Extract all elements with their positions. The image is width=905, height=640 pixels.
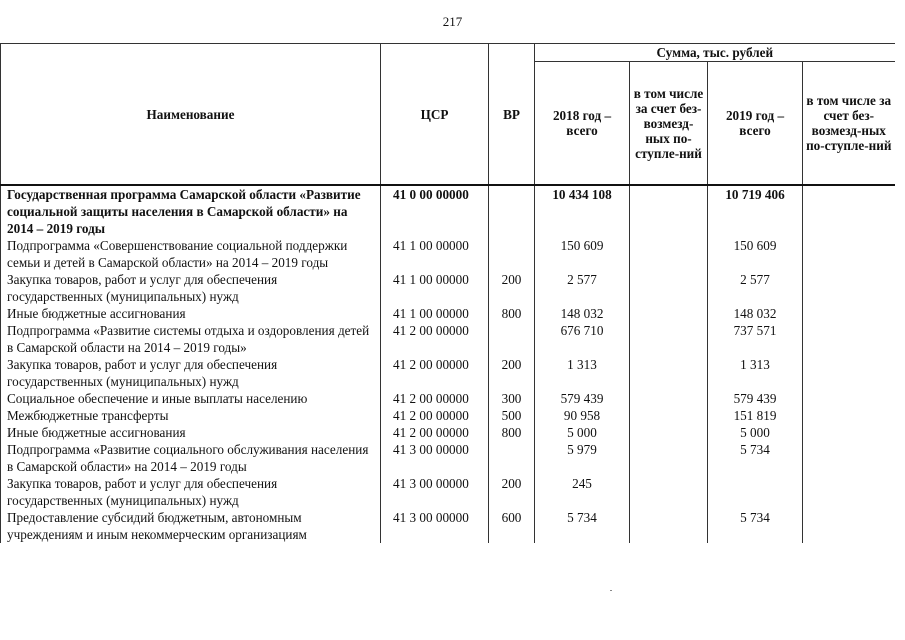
table-row (1, 305, 895, 322)
cell-2018-total: 148 032 (535, 305, 630, 322)
header-2019-total: 2019 год – всего (708, 62, 803, 186)
page-number: 217 (442, 14, 463, 29)
cell-2018-grants (630, 390, 708, 407)
cell-2019-grants (803, 185, 895, 237)
cell-2018-total: 2 577 (535, 271, 630, 305)
cell-2018-total: 10 434 108 (535, 185, 630, 237)
header-sum-group: Сумма, тыс. рублей (535, 44, 895, 62)
cell-vr (489, 237, 535, 271)
cell-2018-grants (630, 356, 708, 390)
table-row (1, 509, 895, 543)
cell-vr: 600 (489, 509, 535, 543)
cell-2019-grants (803, 305, 895, 322)
cell-csr: 41 2 00 00000 (381, 424, 489, 441)
table-row (1, 237, 895, 271)
cell-csr: 41 3 00 00000 (381, 441, 489, 475)
header-vr: ВР (489, 44, 535, 186)
cell-vr (489, 185, 535, 237)
budget-table (0, 43, 895, 543)
cell-vr: 200 (489, 475, 535, 509)
cell-2019-total: 5 000 (708, 424, 803, 441)
cell-vr: 800 (489, 424, 535, 441)
table-row (1, 356, 895, 390)
cell-2019-total: 1 313 (708, 356, 803, 390)
cell-2019-grants (803, 424, 895, 441)
cell-2018-total: 90 958 (535, 407, 630, 424)
cell-vr: 300 (489, 390, 535, 407)
cell-2018-total: 1 313 (535, 356, 630, 390)
table-row (1, 390, 895, 407)
cell-2018-total: 5 979 (535, 441, 630, 475)
header-2018-total: 2018 год – всего (535, 62, 630, 186)
table-row (1, 185, 895, 237)
cell-name: Социальное обеспечение и иные выплаты населению (1, 390, 381, 407)
cell-vr: 200 (489, 271, 535, 305)
header-2019-grants: в том числе за счет без-возмезд-ных по-ступле-ний (803, 62, 895, 186)
cell-2019-total: 2 577 (708, 271, 803, 305)
cell-2019-total: 10 719 406 (708, 185, 803, 237)
cell-2019-grants (803, 407, 895, 424)
cell-csr: 41 3 00 00000 (381, 509, 489, 543)
header-2018-grants: в том числе за счет без-возмезд-ных по-ступле-ний (630, 62, 708, 186)
cell-vr: 500 (489, 407, 535, 424)
cell-2019-grants (803, 441, 895, 475)
cell-name: Подпрограмма «Совершенствование социальной поддержки семьи и детей в Самарской области» на 2014 – 2019 годы (1, 237, 381, 271)
cell-csr: 41 1 00 00000 (381, 237, 489, 271)
table-row (1, 441, 895, 475)
cell-vr (489, 441, 535, 475)
cell-2018-grants (630, 509, 708, 543)
cell-name: Закупка товаров, работ и услуг для обеспечения государственных (муниципальных) нужд (1, 356, 381, 390)
cell-csr: 41 2 00 00000 (381, 322, 489, 356)
table-row (1, 424, 895, 441)
cell-2018-grants (630, 322, 708, 356)
cell-2018-grants (630, 424, 708, 441)
cell-vr (489, 322, 535, 356)
cell-2018-grants (630, 407, 708, 424)
cell-csr: 41 1 00 00000 (381, 305, 489, 322)
cell-name: Подпрограмма «Развитие социального обслуживания населения в Самарской области» на 2014 – 2019 годы (1, 441, 381, 475)
cell-2019-grants (803, 322, 895, 356)
cell-2018-total: 245 (535, 475, 630, 509)
header-name: Наименование (1, 44, 381, 186)
cell-name: Иные бюджетные ассигнования (1, 424, 381, 441)
cell-2018-grants (630, 237, 708, 271)
table-row (1, 475, 895, 509)
table-body (1, 185, 895, 543)
cell-2018-grants (630, 475, 708, 509)
table-row (1, 271, 895, 305)
cell-2019-total: 150 609 (708, 237, 803, 271)
cell-vr: 200 (489, 356, 535, 390)
cell-2019-grants (803, 509, 895, 543)
cell-2019-total: 151 819 (708, 407, 803, 424)
cell-2019-grants (803, 356, 895, 390)
cell-2019-grants (803, 475, 895, 509)
table-header (1, 44, 895, 186)
cell-csr: 41 2 00 00000 (381, 356, 489, 390)
cell-csr: 41 2 00 00000 (381, 407, 489, 424)
cell-2019-total: 579 439 (708, 390, 803, 407)
cell-2019-total: 5 734 (708, 441, 803, 475)
cell-2018-total: 5 000 (535, 424, 630, 441)
cell-2018-grants (630, 305, 708, 322)
scan-artifact-dot (610, 590, 612, 591)
cell-name: Межбюджетные трансферты (1, 407, 381, 424)
cell-2018-grants (630, 271, 708, 305)
cell-2018-total: 5 734 (535, 509, 630, 543)
cell-name: Закупка товаров, работ и услуг для обеспечения государственных (муниципальных) нужд (1, 271, 381, 305)
cell-name: Закупка товаров, работ и услуг для обеспечения государственных (муниципальных) нужд (1, 475, 381, 509)
table-row (1, 407, 895, 424)
header-csr: ЦСР (381, 44, 489, 186)
cell-2019-total: 737 571 (708, 322, 803, 356)
budget-table-container (0, 43, 894, 543)
cell-csr: 41 2 00 00000 (381, 390, 489, 407)
cell-2019-total: 5 734 (708, 509, 803, 543)
cell-name: Подпрограмма «Развитие системы отдыха и оздоровления детей в Самарской области на 2014 – 2019 годы» (1, 322, 381, 356)
cell-2019-total: 148 032 (708, 305, 803, 322)
table-row (1, 322, 895, 356)
cell-2018-total: 579 439 (535, 390, 630, 407)
cell-name: Иные бюджетные ассигнования (1, 305, 381, 322)
cell-2019-grants (803, 237, 895, 271)
cell-2019-grants (803, 390, 895, 407)
cell-2018-total: 150 609 (535, 237, 630, 271)
cell-2018-grants (630, 441, 708, 475)
cell-csr: 41 3 00 00000 (381, 475, 489, 509)
cell-name: Государственная программа Самарской области «Развитие социальной защиты населения в Самарской области» на 2014 – 2019 годы (1, 185, 381, 237)
cell-2019-total (708, 475, 803, 509)
cell-2018-total: 676 710 (535, 322, 630, 356)
cell-vr: 800 (489, 305, 535, 322)
cell-2018-grants (630, 185, 708, 237)
cell-csr: 41 0 00 00000 (381, 185, 489, 237)
cell-2019-grants (803, 271, 895, 305)
cell-name: Предоставление субсидий бюджетным, автономным учреждениям и иным некоммерческим организациям (1, 509, 381, 543)
cell-csr: 41 1 00 00000 (381, 271, 489, 305)
